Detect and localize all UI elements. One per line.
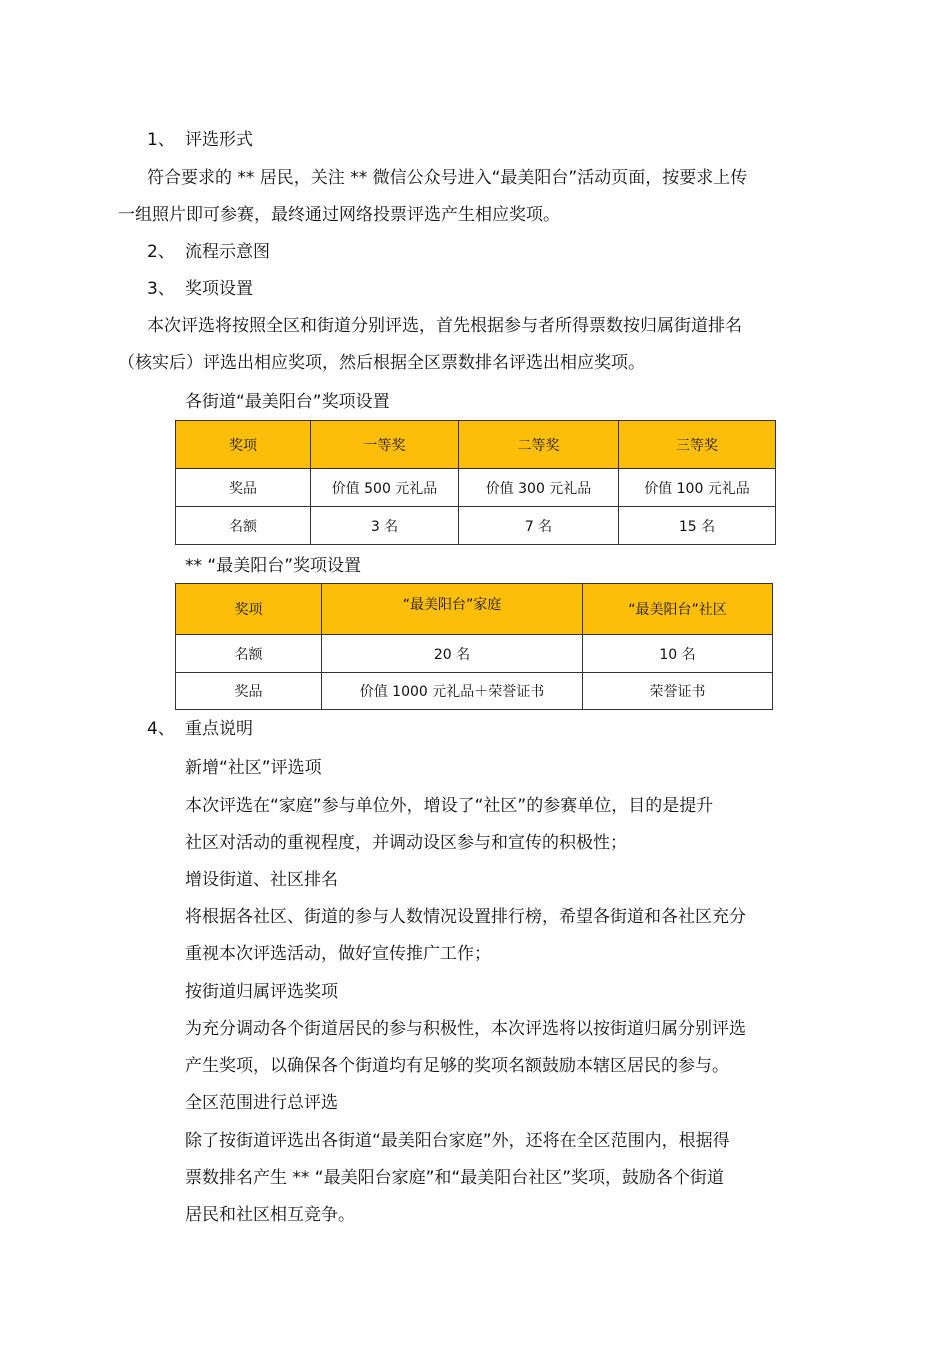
table-caption: ** “最美阳台”奖项设置 xyxy=(185,556,362,576)
header-cell: “最美阳台”家庭 xyxy=(322,584,583,635)
section-title: 评选形式 xyxy=(185,130,253,150)
table-cell: 15 名 xyxy=(619,507,776,545)
section-number: 2、 xyxy=(147,242,175,262)
section-number: 4、 xyxy=(147,719,175,739)
point-title: 增设街道、社区排名 xyxy=(185,870,338,890)
table-row xyxy=(176,635,773,673)
header-cell: 三等奖 xyxy=(619,421,776,469)
table-cell: 7 名 xyxy=(459,507,619,545)
table-cell: 10 名 xyxy=(583,635,773,673)
header-cell: 奖项 xyxy=(176,584,322,635)
header-cell: 一等奖 xyxy=(311,421,459,469)
point-title: 全区范围进行总评选 xyxy=(185,1093,338,1113)
header-cell: 二等奖 xyxy=(459,421,619,469)
table-cell: 奖品 xyxy=(176,673,322,710)
paragraph-line: 符合要求的 ** 居民，关注 ** 微信公众号进入“最美阳台”活动页面，按要求上传 xyxy=(147,168,748,188)
table-cell: 20 名 xyxy=(322,635,583,673)
point-line: 社区对活动的重视程度，并调动设区参与和宣传的积极性； xyxy=(185,833,627,853)
table-cell: 名额 xyxy=(176,635,322,673)
table-header-row xyxy=(176,421,776,469)
section-number: 1、 xyxy=(147,130,175,150)
point-line: 本次评选在“家庭”参与单位外，增设了“社区”的参赛单位，目的是提升 xyxy=(185,796,714,816)
point-line: 重视本次评选活动，做好宣传推广工作； xyxy=(185,944,491,964)
table-cell: 3 名 xyxy=(311,507,459,545)
point-line: 除了按街道评选出各街道“最美阳台家庭”外，还将在全区范围内，根据得 xyxy=(185,1131,730,1151)
table-row xyxy=(176,673,773,710)
point-title: 新增“社区”评选项 xyxy=(185,758,322,778)
district-award-table xyxy=(175,583,773,710)
paragraph-line: 本次评选将按照全区和街道分别评选，首先根据参与者所得票数按归属街道排名 xyxy=(147,316,742,336)
table-caption: 各街道“最美阳台”奖项设置 xyxy=(185,392,390,412)
table-header-row xyxy=(176,584,773,635)
header-cell: “最美阳台”社区 xyxy=(583,584,773,635)
section-2-heading xyxy=(147,242,270,262)
point-line: 票数排名产生 ** “最美阳台家庭”和“最美阳台社区”奖项，鼓励各个街道 xyxy=(185,1168,725,1188)
table-cell: 奖品 xyxy=(176,469,311,507)
table-cell: 价值 300 元礼品 xyxy=(459,469,619,507)
section-3-heading xyxy=(147,279,253,299)
header-cell: 奖项 xyxy=(176,421,311,469)
section-4-heading xyxy=(147,719,253,739)
table-row xyxy=(176,507,776,545)
table-cell: 名额 xyxy=(176,507,311,545)
section-number: 3、 xyxy=(147,279,175,299)
section-title: 流程示意图 xyxy=(185,242,270,262)
section-title: 奖项设置 xyxy=(185,279,253,299)
paragraph-line: （核实后）评选出相应奖项，然后根据全区票数排名评选出相应奖项。 xyxy=(118,353,645,373)
table-cell: 价值 500 元礼品 xyxy=(311,469,459,507)
point-line: 居民和社区相互竞争。 xyxy=(185,1205,355,1225)
table-cell: 价值 1000 元礼品＋荣誉证书 xyxy=(322,673,583,710)
section-title: 重点说明 xyxy=(185,719,253,739)
point-title: 按街道归属评选奖项 xyxy=(185,982,338,1002)
point-line: 产生奖项，以确保各个街道均有足够的奖项名额鼓励本辖区居民的参与。 xyxy=(185,1056,729,1076)
table-cell: 价值 100 元礼品 xyxy=(619,469,776,507)
point-line: 为充分调动各个街道居民的参与积极性，本次评选将以按街道归属分别评选 xyxy=(185,1019,746,1039)
table-cell: 荣誉证书 xyxy=(583,673,773,710)
table-row xyxy=(176,469,776,507)
street-award-table xyxy=(175,420,776,545)
point-line: 将根据各社区、街道的参与人数情况设置排行榜，希望各街道和各社区充分 xyxy=(185,907,746,927)
paragraph-line: 一组照片即可参赛，最终通过网络投票评选产生相应奖项。 xyxy=(118,205,560,225)
section-1-heading xyxy=(147,130,253,150)
